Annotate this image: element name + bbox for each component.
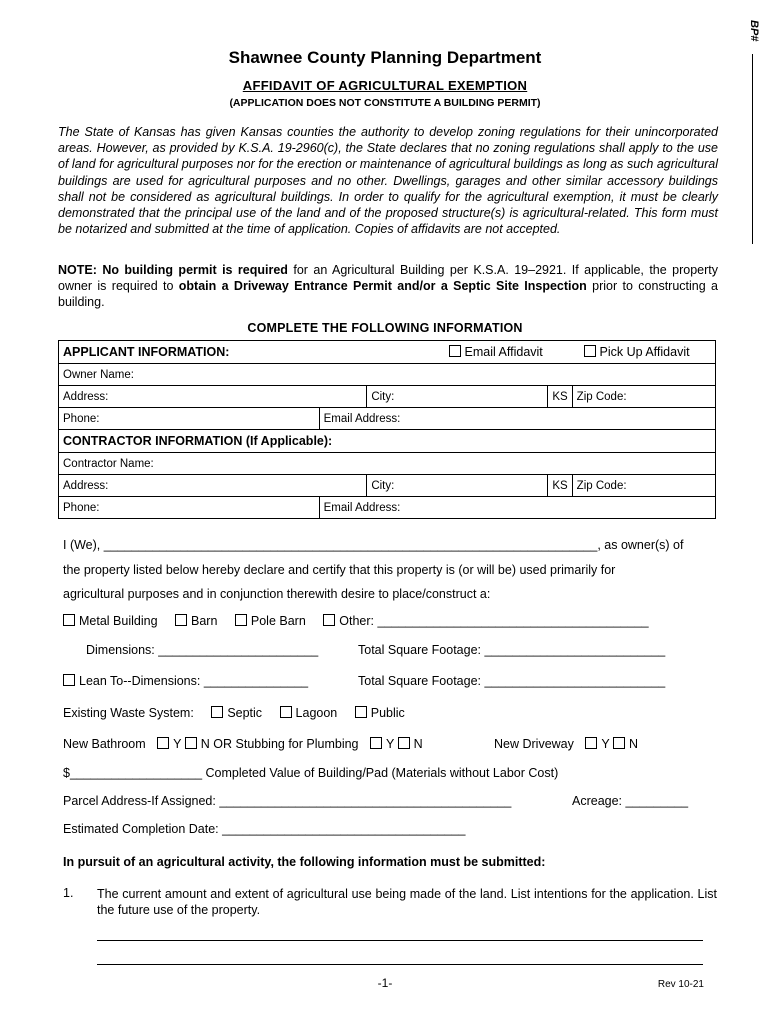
pursuit-heading: In pursuit of an agricultural activity, the following information must be submitted: <box>63 855 546 869</box>
lean-to-checkbox[interactable] <box>63 674 75 686</box>
stubbing-yes-checkbox[interactable] <box>370 737 382 749</box>
applicant-header <box>59 341 716 364</box>
bathroom-yes-label: Y <box>173 737 182 751</box>
building-type-row <box>63 614 649 628</box>
item-1-text: The current amount and extent of agricultural use being made of the land. List intentions for the application. List the future use of the property. <box>97 887 717 917</box>
contractor-heading: CONTRACTOR INFORMATION (If Applicable): <box>59 430 716 453</box>
contractor-address-field[interactable]: Address: <box>59 475 367 497</box>
value-field[interactable]: $___________________ Completed Value of Building/Pad (Materials without Labor Cost) <box>63 766 559 780</box>
other-checkbox[interactable] <box>323 614 335 626</box>
septic-label: Septic <box>227 706 263 720</box>
item-1-answer-line-2[interactable] <box>97 964 703 965</box>
new-driveway-label: New Driveway <box>494 737 574 751</box>
complete-info-heading: COMPLETE THE FOLLOWING INFORMATION <box>247 321 523 335</box>
driveway-no-checkbox[interactable] <box>613 737 625 749</box>
public-checkbox[interactable] <box>355 706 367 718</box>
bathroom-row <box>63 737 423 751</box>
total-sqft-field-2[interactable]: Total Square Footage: __________________________ <box>358 674 666 688</box>
note-text-1: for an Agricultural Building per K.S.A. 19–2921. If applicable, the property owner is required to <box>58 263 718 294</box>
revision-label: Rev 10-21 <box>657 979 704 990</box>
declaration-line-2: the property listed below hereby declare and certify that this property is (or will be) used primarily for <box>63 563 616 577</box>
metal-building-label: Metal Building <box>79 614 158 628</box>
contractor-state: KS <box>548 475 572 497</box>
contractor-city-field[interactable]: City: <box>367 475 548 497</box>
pickup-affidavit-option[interactable] <box>584 345 690 359</box>
driveway-yes-label: Y <box>601 737 610 751</box>
declaration-line-3: agricultural purposes and in conjunction therewith desire to place/construct a: <box>63 587 491 601</box>
applicant-zip-field[interactable]: Zip Code: <box>572 386 715 408</box>
applicant-phone-field[interactable]: Phone: <box>59 408 320 430</box>
lagoon-label: Lagoon <box>295 706 338 720</box>
item-1-number: 1. <box>63 886 74 900</box>
total-sqft-field-1[interactable]: Total Square Footage: __________________________ <box>358 643 666 657</box>
applicant-email-field[interactable]: Email Address: <box>319 408 715 430</box>
stubbing-yes-label: Y <box>385 737 395 751</box>
note-bold-1: No building permit is required <box>102 263 288 277</box>
bathroom-yes-checkbox[interactable] <box>157 737 169 749</box>
form-title: AFFIDAVIT OF AGRICULTURAL EXEMPTION <box>242 78 528 93</box>
lagoon-checkbox[interactable] <box>280 706 292 718</box>
barn-label: Barn <box>191 614 218 628</box>
email-affidavit-checkbox[interactable] <box>449 345 461 357</box>
stubbing-no-label: N <box>413 737 423 751</box>
email-affidavit-label: Email Affidavit <box>464 345 543 359</box>
note-bold-2: obtain a Driveway Entrance Permit and/or a Septic Site Inspection <box>178 279 587 294</box>
applicant-address-field[interactable]: Address: <box>59 386 367 408</box>
dimensions-field[interactable]: Dimensions: _______________________ <box>86 643 319 657</box>
note-label: NOTE: <box>58 263 97 277</box>
public-label: Public <box>370 706 405 720</box>
pickup-affidavit-checkbox[interactable] <box>584 345 596 357</box>
declaration-line-1[interactable]: I (We), _______________________________________________________________________, as owner(s) of <box>63 538 684 552</box>
contractor-name-field[interactable]: Contractor Name: <box>59 453 716 475</box>
driveway-yes-checkbox[interactable] <box>585 737 597 749</box>
driveway-row <box>494 737 638 751</box>
stubbing-label: N OR Stubbing for Plumbing <box>200 737 359 751</box>
pole-barn-label: Pole Barn <box>250 614 306 628</box>
applicant-heading: APPLICANT INFORMATION: <box>63 345 230 359</box>
other-field[interactable]: Other: _______________________________________ <box>339 614 649 628</box>
septic-checkbox[interactable] <box>211 706 223 718</box>
pole-barn-checkbox[interactable] <box>235 614 247 626</box>
acreage-field[interactable]: Acreage: _________ <box>572 794 689 808</box>
page-number: -1- <box>377 976 393 990</box>
bathroom-no-checkbox[interactable] <box>185 737 197 749</box>
contractor-email-field[interactable]: Email Address: <box>319 497 715 519</box>
item-1-answer-line-1[interactable] <box>97 940 703 941</box>
note-text-2: prior to constructing a building. <box>58 279 718 310</box>
contractor-phone-field[interactable]: Phone: <box>59 497 320 519</box>
lean-to-row <box>63 674 308 688</box>
new-bathroom-label: New Bathroom <box>63 737 146 751</box>
contractor-zip-field[interactable]: Zip Code: <box>572 475 715 497</box>
intro-paragraph: The State of Kansas has given Kansas counties the authority to develop zoning regulations for their unincorporated areas. However, as provided by K.S.A. 19-2960(c), the State declares that no zoning regulations shall apply to the use of land for agricultural purposes nor for the erection or maintenance of agricultural buildings as long as such agricultural buildings are used for agricultural purposes and no other. Dwellings, garages and other similar accessory buildings shall not be considered as agricultural buildings. In order to qualify for the agricultural exemption, it must be clearly demonstrated that the principal use of the land and of the proposed structure(s) is agricultural-related. This form must be notarized and submitted at the time of application. Copies of affidavits are not accepted. <box>58 125 718 237</box>
waste-system-label: Existing Waste System: <box>63 706 194 720</box>
bp-label-text: BP# <box>748 20 760 42</box>
note-paragraph <box>58 262 718 311</box>
applicant-state: KS <box>548 386 572 408</box>
stubbing-no-checkbox[interactable] <box>398 737 410 749</box>
pickup-affidavit-label: Pick Up Affidavit <box>599 345 690 359</box>
lean-to-field[interactable]: Lean To--Dimensions: _______________ <box>79 674 309 688</box>
form-subtitle: (APPLICATION DOES NOT CONSTITUTE A BUILDING PERMIT) <box>229 97 541 109</box>
applicant-city-field[interactable]: City: <box>367 386 548 408</box>
email-affidavit-option[interactable] <box>449 345 543 359</box>
info-table <box>58 340 716 519</box>
driveway-no-label: N <box>628 737 639 751</box>
completion-date-field[interactable]: Estimated Completion Date: ___________________________________ <box>63 822 466 836</box>
metal-building-checkbox[interactable] <box>63 614 75 626</box>
parcel-address-field[interactable]: Parcel Address-If Assigned: __________________________________________ <box>63 794 512 808</box>
waste-system-row <box>63 706 405 720</box>
owner-name-field[interactable]: Owner Name: <box>59 364 716 386</box>
barn-checkbox[interactable] <box>175 614 187 626</box>
page-title: Shawnee County Planning Department <box>228 48 542 67</box>
